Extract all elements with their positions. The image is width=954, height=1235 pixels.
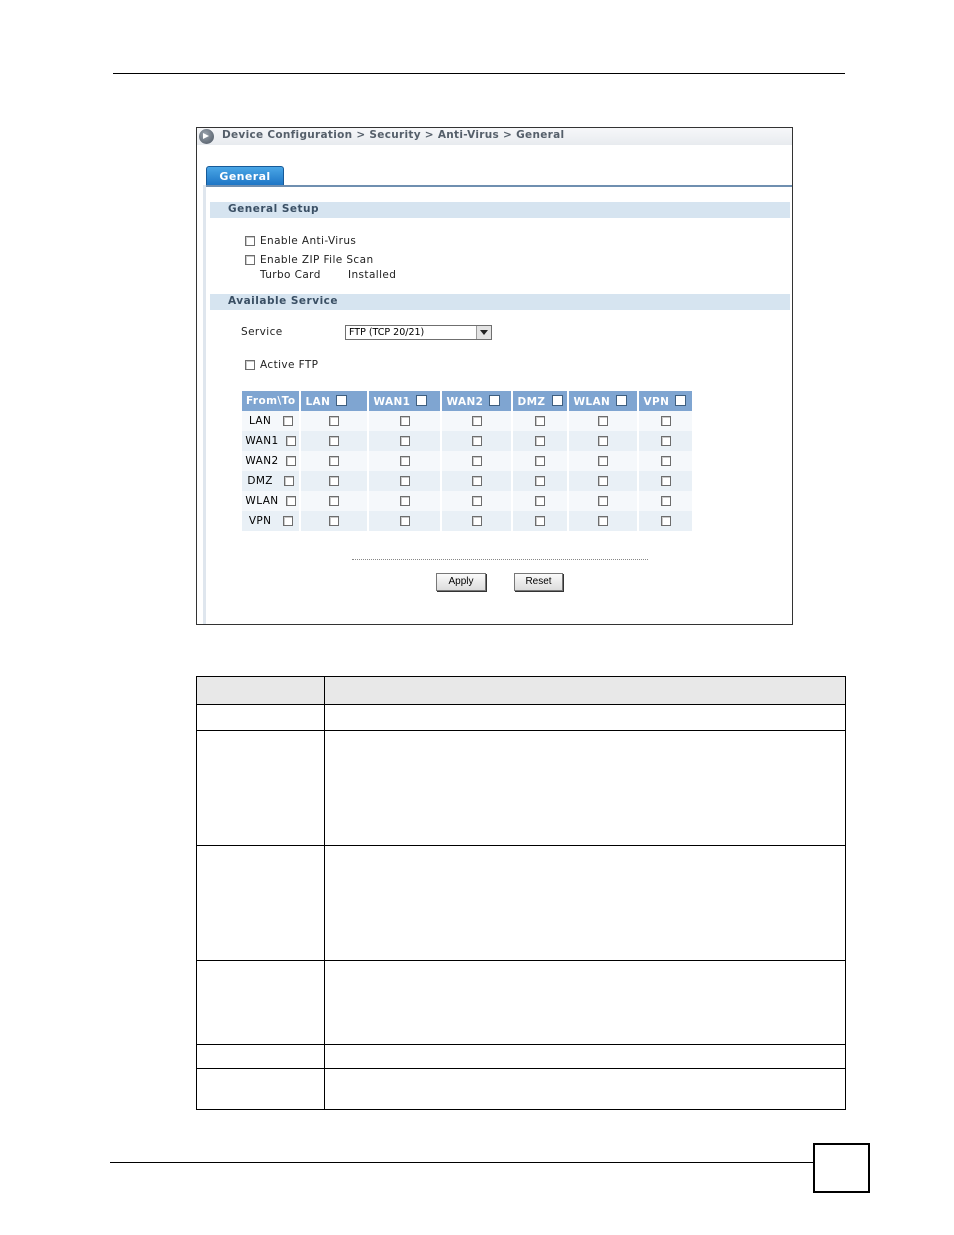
breadcrumb-bar [197, 128, 792, 145]
zone-header-label: WAN1 [373, 395, 411, 408]
screenshot-frame [196, 127, 793, 625]
row-checkbox[interactable] [286, 436, 296, 446]
cell [513, 431, 567, 451]
table-header [197, 677, 845, 705]
zone-checkbox[interactable] [535, 436, 545, 446]
service-select-value: FTP (TCP 20/21) [349, 327, 425, 338]
turbo-card-status: Installed [348, 269, 397, 281]
row-checkbox[interactable] [283, 516, 293, 526]
table-row [242, 431, 692, 451]
zone-checkbox[interactable] [661, 436, 671, 446]
zone-checkbox[interactable] [472, 436, 482, 446]
header-rule [113, 73, 845, 74]
tab-general-label: General [219, 170, 271, 183]
cell [301, 511, 367, 531]
tab-general[interactable] [206, 166, 284, 186]
zone-header-wlan [569, 391, 637, 411]
zone-checkbox[interactable] [535, 456, 545, 466]
zone-header-corner: From\To [242, 391, 299, 411]
apply-button[interactable]: Apply [436, 573, 486, 591]
select-all-lan-checkbox[interactable] [336, 395, 347, 406]
zone-checkbox[interactable] [598, 476, 608, 486]
zone-checkbox[interactable] [400, 456, 410, 466]
page-number-box [813, 1143, 870, 1193]
cell [301, 411, 367, 431]
row-checkbox[interactable] [286, 456, 296, 466]
zone-checkbox[interactable] [329, 476, 339, 486]
zone-header-label: VPN [643, 395, 670, 408]
cell [442, 451, 511, 471]
row-divider [197, 845, 845, 846]
zone-checkbox[interactable] [535, 496, 545, 506]
cell [369, 431, 440, 451]
left-border [203, 185, 206, 625]
zone-checkbox[interactable] [472, 416, 482, 426]
cell [442, 431, 511, 451]
chevron-down-icon[interactable] [476, 326, 491, 339]
row-label [242, 431, 299, 451]
row-label-text: DMZ [247, 475, 273, 487]
cell [513, 411, 567, 431]
zone-checkbox[interactable] [661, 496, 671, 506]
zone-checkbox[interactable] [329, 436, 339, 446]
zone-checkbox[interactable] [400, 516, 410, 526]
zone-header-label: WLAN [573, 395, 611, 408]
row-label-text: VPN [248, 515, 272, 527]
zone-checkbox[interactable] [472, 456, 482, 466]
service-label: Service [241, 326, 283, 338]
row-divider [197, 730, 845, 731]
zone-header-vpn [639, 391, 692, 411]
zone-checkbox[interactable] [400, 436, 410, 446]
active-ftp-label: Active FTP [260, 359, 319, 371]
breadcrumb: Device Configuration > Security > Anti-Virus > General [222, 129, 565, 141]
row-label [242, 451, 299, 471]
cell [301, 491, 367, 511]
general-setup-header [210, 202, 790, 218]
row-divider [197, 960, 845, 961]
cell [369, 451, 440, 471]
cell [639, 471, 692, 491]
zone-checkbox[interactable] [598, 496, 608, 506]
cell [301, 471, 367, 491]
cell [639, 511, 692, 531]
zone-checkbox[interactable] [472, 476, 482, 486]
cell [569, 431, 637, 451]
row-label [242, 471, 299, 491]
zone-header-label: DMZ [517, 395, 546, 408]
zone-checkbox[interactable] [535, 476, 545, 486]
turbo-card-label: Turbo Card [260, 269, 321, 281]
enable-antivirus-checkbox[interactable] [245, 236, 255, 246]
zone-header-dmz [513, 391, 567, 411]
footer-rule [110, 1162, 814, 1163]
zone-checkbox[interactable] [598, 436, 608, 446]
row-checkbox[interactable] [286, 496, 296, 506]
zone-checkbox[interactable] [661, 456, 671, 466]
reset-button[interactable]: Reset [514, 573, 563, 591]
cell [569, 411, 637, 431]
row-label [242, 511, 299, 531]
row-label-text: WAN1 [245, 435, 279, 447]
select-all-wan2-checkbox[interactable] [489, 395, 500, 406]
enable-antivirus-label: Enable Anti-Virus [260, 235, 357, 247]
zone-checkbox[interactable] [329, 456, 339, 466]
cell [442, 491, 511, 511]
cell [569, 491, 637, 511]
row-checkbox[interactable] [283, 416, 293, 426]
table-row [242, 491, 692, 511]
zone-checkbox[interactable] [400, 496, 410, 506]
cell [513, 491, 567, 511]
zone-checkbox[interactable] [598, 516, 608, 526]
zone-checkbox[interactable] [400, 476, 410, 486]
enable-zip-label: Enable ZIP File Scan [260, 254, 374, 266]
zone-header-lan [301, 391, 367, 411]
row-checkbox[interactable] [284, 476, 294, 486]
active-ftp-checkbox[interactable] [245, 360, 255, 370]
cell [569, 451, 637, 471]
cell [301, 431, 367, 451]
zone-checkbox[interactable] [400, 416, 410, 426]
cell [569, 511, 637, 531]
cell [639, 491, 692, 511]
available-service-title: Available Service [228, 295, 339, 307]
cell [639, 431, 692, 451]
row-label [242, 491, 299, 511]
select-all-vpn-checkbox[interactable] [675, 395, 686, 406]
cell [369, 491, 440, 511]
zone-checkbox[interactable] [329, 516, 339, 526]
cell [442, 511, 511, 531]
zone-table [240, 391, 694, 531]
table-row [242, 411, 692, 431]
cell [369, 411, 440, 431]
select-all-wlan-checkbox[interactable] [616, 395, 627, 406]
enable-zip-checkbox[interactable] [245, 255, 255, 265]
tab-underline [205, 185, 793, 187]
zone-checkbox[interactable] [472, 516, 482, 526]
cell [513, 471, 567, 491]
table-row [242, 451, 692, 471]
cell [442, 411, 511, 431]
arrow-circle-icon [199, 129, 214, 144]
cell [639, 411, 692, 431]
zone-checkbox[interactable] [329, 496, 339, 506]
row-divider [197, 1044, 845, 1045]
select-all-wan1-checkbox[interactable] [416, 395, 427, 406]
row-label [242, 411, 299, 431]
zone-checkbox[interactable] [661, 516, 671, 526]
general-setup-title: General Setup [228, 203, 320, 215]
zone-checkbox[interactable] [329, 416, 339, 426]
cell [513, 451, 567, 471]
divider [352, 559, 648, 560]
row-label-text: WLAN [245, 495, 279, 507]
zone-header-wan1 [369, 391, 440, 411]
zone-checkbox[interactable] [661, 476, 671, 486]
cell [639, 451, 692, 471]
zone-checkbox[interactable] [598, 416, 608, 426]
table-row [242, 471, 692, 491]
zone-checkbox[interactable] [598, 456, 608, 466]
zone-header-label: WAN2 [446, 395, 484, 408]
row-divider [197, 1068, 845, 1069]
cell [442, 471, 511, 491]
cell [301, 451, 367, 471]
row-label-text: LAN [248, 415, 272, 427]
table-row [242, 511, 692, 531]
cell [369, 511, 440, 531]
select-all-dmz-checkbox[interactable] [552, 395, 563, 406]
service-select[interactable] [345, 325, 492, 340]
cell [369, 471, 440, 491]
cell [569, 471, 637, 491]
zone-checkbox[interactable] [661, 416, 671, 426]
zone-checkbox[interactable] [535, 516, 545, 526]
zone-checkbox[interactable] [472, 496, 482, 506]
row-label-text: WAN2 [245, 455, 279, 467]
zone-header-wan2 [442, 391, 511, 411]
cell [513, 511, 567, 531]
available-service-header [210, 294, 790, 310]
zone-checkbox[interactable] [535, 416, 545, 426]
field-description-table [196, 676, 846, 1110]
zone-header-label: LAN [305, 395, 331, 408]
